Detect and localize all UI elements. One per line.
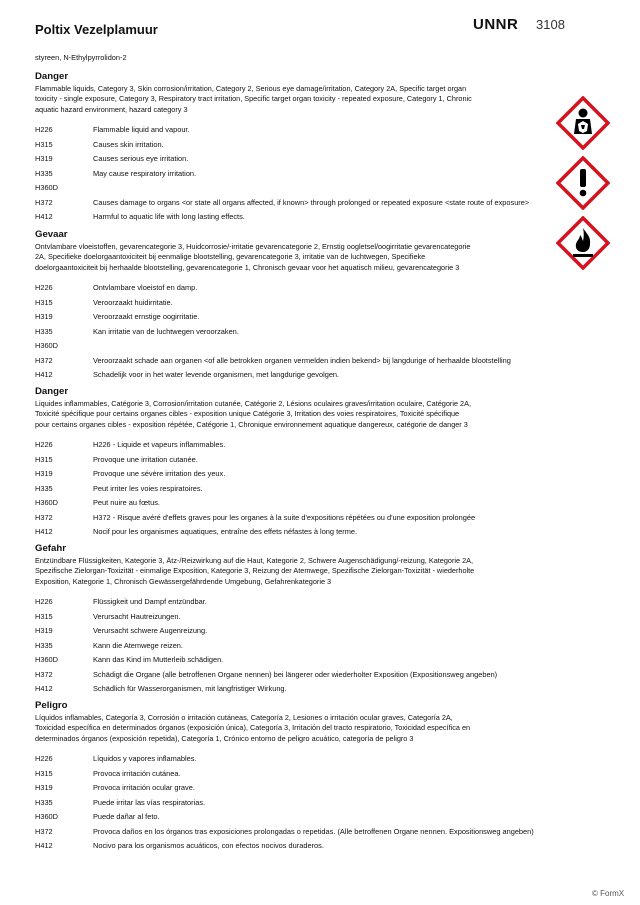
health-hazard-icon <box>556 96 610 150</box>
signal-word: Danger <box>35 71 69 82</box>
h-code: H319 <box>35 469 53 479</box>
h-code: H226 <box>35 440 53 450</box>
h-code: H319 <box>35 312 53 322</box>
h-code: H226 <box>35 597 53 607</box>
h-code: H335 <box>35 168 53 178</box>
statement-row <box>35 183 535 198</box>
hazard-section-nl <box>35 229 535 385</box>
hazard-section-de <box>35 543 535 699</box>
h-text: Flammable liquid and vapour. <box>93 125 190 135</box>
h-text: Verursacht Hautreizungen. <box>93 611 181 621</box>
h-text: Flüssigkeit und Dampf entzündbar. <box>93 597 207 607</box>
statement-row <box>35 527 535 542</box>
h-code: H315 <box>35 139 53 149</box>
hazard-classification: Liquides inflammables, Catégorie 3, Corrosion/irritation cutanée, Catégorie 2, Lésions oculaires graves/irritation oculaire, Catégorie 2A, Toxicité spécifique pour certains organes cibles - exposition unique Catégorie 3, Irritation des voies respiratoires, Toxicité spécifique pour certains organes cibles - exposition répétée, Catégorie 1, Chronique environnement aquatique dangereux, catégorie de danger 3 <box>35 399 472 429</box>
hazard-statements <box>35 754 535 856</box>
flame-icon <box>556 216 610 270</box>
product-number: 3108 <box>536 17 565 32</box>
h-text: Provoca irritación ocular grave. <box>93 783 195 793</box>
exclamation-mark-icon <box>556 156 610 210</box>
hazard-classification: Entzündbare Flüssigkeiten, Kategorie 3, Ätz-/Reizwirkung auf die Haut, Kategorie 2, Schwere Augenschädigung/-reizung, Kategorie 2A, Spezifische Zielorgan-Toxizität - einmalige Exposition, Kategorie 3, Reizung der Atemwege, Spezifische Zielorgan-Toxizität - wiederholte Exposition, Kategorie 1, Chronisch Gewässergefährdende Umgebung, Gefahrenkategorie 3 <box>35 556 475 586</box>
statement-row <box>35 783 535 798</box>
statement-row <box>35 198 535 213</box>
h-code: H372 <box>35 512 53 522</box>
h-code: H372 <box>35 355 53 365</box>
h-text: Kan irritatie van de luchtwegen veroorzaken. <box>93 326 239 336</box>
h-text: H226 - Liquide et vapeurs inflammables. <box>93 440 226 450</box>
h-text: H372 - Risque avéré d'effets graves pour les organes à la suite d'expositions répétées ou d'une exposition prolongée <box>93 512 476 522</box>
statement-row <box>35 812 535 827</box>
h-code: H372 <box>35 669 53 679</box>
statement-row <box>35 641 535 656</box>
statement-row <box>35 455 535 470</box>
h-code: H360D <box>35 498 59 508</box>
h-code: H372 <box>35 197 53 207</box>
h-code: H372 <box>35 826 53 836</box>
h-code: H226 <box>35 754 53 764</box>
signal-word: Gefahr <box>35 543 66 554</box>
h-text: Schädlich für Wasserorganismen, mit langfristiger Wirkung. <box>93 684 287 694</box>
statement-row <box>35 754 535 769</box>
h-text: Causes serious eye irritation. <box>93 154 189 164</box>
statement-row <box>35 283 535 298</box>
statement-row <box>35 469 535 484</box>
h-text: Peut irriter les voies respiratoires. <box>93 483 203 493</box>
h-code: H315 <box>35 768 53 778</box>
h-text: Kann die Atemwege reizen. <box>93 640 183 650</box>
hazard-statements <box>35 597 535 699</box>
statement-row <box>35 341 535 356</box>
h-text: Líquidos y vapores inflamables. <box>93 754 197 764</box>
h-text: Puede dañar al feto. <box>93 812 160 822</box>
h-code: H226 <box>35 125 53 135</box>
h-code: H360D <box>35 812 59 822</box>
statement-row <box>35 140 535 155</box>
hazard-statements <box>35 125 535 227</box>
hazard-classification: Ontvlambare vloeistoffen, gevarencategorie 3, Huidcorrosie/-irritatie gevarencategorie 2, Ernstig oogletsel/oogirritatie gevarencategorie 2A, Specifieke doelorgaantoxiciteit bij eenmalige blootstelling, gevarencategorie 3, irritatie van de luchtwegen, Specifieke doelorgaantoxiciteit bij herhaalde blootstelling, gevarencategorie 1, Chronisch gevaar voor het aquatisch milieu, gevarencategorie 3 <box>35 242 471 272</box>
h-code: H412 <box>35 527 53 537</box>
statement-row <box>35 327 535 342</box>
hazard-classification: Flammable liquids, Category 3, Skin corrosion/irritation, Category 2, Serious eye damage/irritation, Category 2A, Specific target organ toxicity - single exposure, Category 3, Respiratory tract irritation, Specific target organ toxicity - repeated exposure, Category 1, Chronic aquatic hazard environment, hazard category 3 <box>35 84 472 114</box>
product-code: UNNR <box>473 16 519 33</box>
h-text: Schadelijk voor in het water levende organismen, met langdurige gevolgen. <box>93 370 340 380</box>
h-text: Schädigt die Organe (alle betroffenen Organe nennen) bei längerer oder wiederholter Exposition (Expositionsweg angeben) <box>93 669 498 679</box>
h-code: H335 <box>35 483 53 493</box>
hazard-statements <box>35 283 535 385</box>
h-text: Provoque une irritation cutanée. <box>93 454 198 464</box>
ghs-pictograms <box>556 96 610 276</box>
h-code: H412 <box>35 212 53 222</box>
h-code: H360D <box>35 341 59 351</box>
h-text: Provoca irritación cutánea. <box>93 768 181 778</box>
statement-row <box>35 440 535 455</box>
h-text: Ontvlambare vloeistof en damp. <box>93 283 198 293</box>
statement-row <box>35 597 535 612</box>
h-text: Nocif pour les organismes aquatiques, entraîne des effets néfastes à long terme. <box>93 527 358 537</box>
statement-row <box>35 841 535 856</box>
hazard-section-fr <box>35 386 535 542</box>
hazard-classification: Líquidos inflamables, Categoría 3, Corrosión o irritación cutáneas, Categoría 2, Lesiones o irritación ocular graves, Categoría 2A, Toxicidad específica en determinados órganos (exposición única), Categoría 3, Irritación del tracto respiratorio, Toxicidad específica en determinados órganos (exposición repetida), Categoría 1, Crónico entorno de peligro acuático, categoría de peligro 3 <box>35 713 471 743</box>
statement-row <box>35 356 535 371</box>
h-code: H412 <box>35 841 53 851</box>
h-code: H360D <box>35 655 59 665</box>
signal-word: Gevaar <box>35 229 68 240</box>
statement-row <box>35 684 535 699</box>
h-text: Causes skin irritation. <box>93 139 164 149</box>
h-text: Peut nuire au fœtus. <box>93 498 160 508</box>
substances-line: styreen, N-Ethylpyrrolidon-2 <box>35 53 127 62</box>
product-title: Poltix Vezelplamuur <box>35 22 158 37</box>
h-text: Puede irritar las vías respiratorias. <box>93 797 206 807</box>
h-code: H315 <box>35 454 53 464</box>
h-text: Harmful to aquatic life with long lasting effects. <box>93 212 245 222</box>
statement-row <box>35 312 535 327</box>
h-text: Veroorzaakt huidirritatie. <box>93 297 173 307</box>
h-code: H335 <box>35 797 53 807</box>
statement-row <box>35 670 535 685</box>
h-code: H319 <box>35 154 53 164</box>
statement-row <box>35 370 535 385</box>
statement-row <box>35 169 535 184</box>
h-text: Kann das Kind im Mutterleib schädigen. <box>93 655 224 665</box>
statement-row <box>35 212 535 227</box>
statement-row <box>35 513 535 528</box>
h-code: H360D <box>35 183 59 193</box>
statement-row <box>35 655 535 670</box>
hazard-section-es <box>35 700 535 856</box>
h-text: Veroorzaakt schade aan organen <of alle betrokken organen vermelden indien bekend> bij langdurige of herhaalde blootstelling <box>93 355 511 365</box>
statement-row <box>35 484 535 499</box>
statement-row <box>35 612 535 627</box>
h-code: H319 <box>35 783 53 793</box>
statement-row <box>35 798 535 813</box>
h-code: H315 <box>35 297 53 307</box>
h-text: Causes damage to organs <or state all organs affected, if known> through prolonged or repeated exposure <state route of exposure> <box>93 197 530 207</box>
statement-row <box>35 769 535 784</box>
signal-word: Danger <box>35 386 69 397</box>
h-text: Nocivo para los organismos acuáticos, con efectos nocivos duraderos. <box>93 841 324 851</box>
signal-word: Peligro <box>35 700 68 711</box>
statement-row <box>35 498 535 513</box>
h-text: May cause respiratory irritation. <box>93 168 197 178</box>
h-code: H319 <box>35 626 53 636</box>
h-text: Veroorzaakt ernstige oogirritatie. <box>93 312 200 322</box>
h-text: Provoque une sévère irritation des yeux. <box>93 469 226 479</box>
statement-row <box>35 154 535 169</box>
hazard-section-en <box>35 71 535 227</box>
statement-row <box>35 125 535 140</box>
statement-row <box>35 827 535 842</box>
statement-row <box>35 298 535 313</box>
footer-copyright: © FormX <box>592 889 625 898</box>
h-code: H412 <box>35 370 53 380</box>
h-code: H226 <box>35 283 53 293</box>
h-code: H335 <box>35 640 53 650</box>
h-code: H315 <box>35 611 53 621</box>
statement-row <box>35 626 535 641</box>
h-code: H412 <box>35 684 53 694</box>
h-text: Provoca daños en los órganos tras exposiciones prolongadas o repetidas. (Alle betroffenen Organe nennen. Expositionsweg angeben) <box>93 826 534 836</box>
h-text: Verursacht schwere Augenreizung. <box>93 626 208 636</box>
h-code: H335 <box>35 326 53 336</box>
hazard-statements <box>35 440 535 542</box>
